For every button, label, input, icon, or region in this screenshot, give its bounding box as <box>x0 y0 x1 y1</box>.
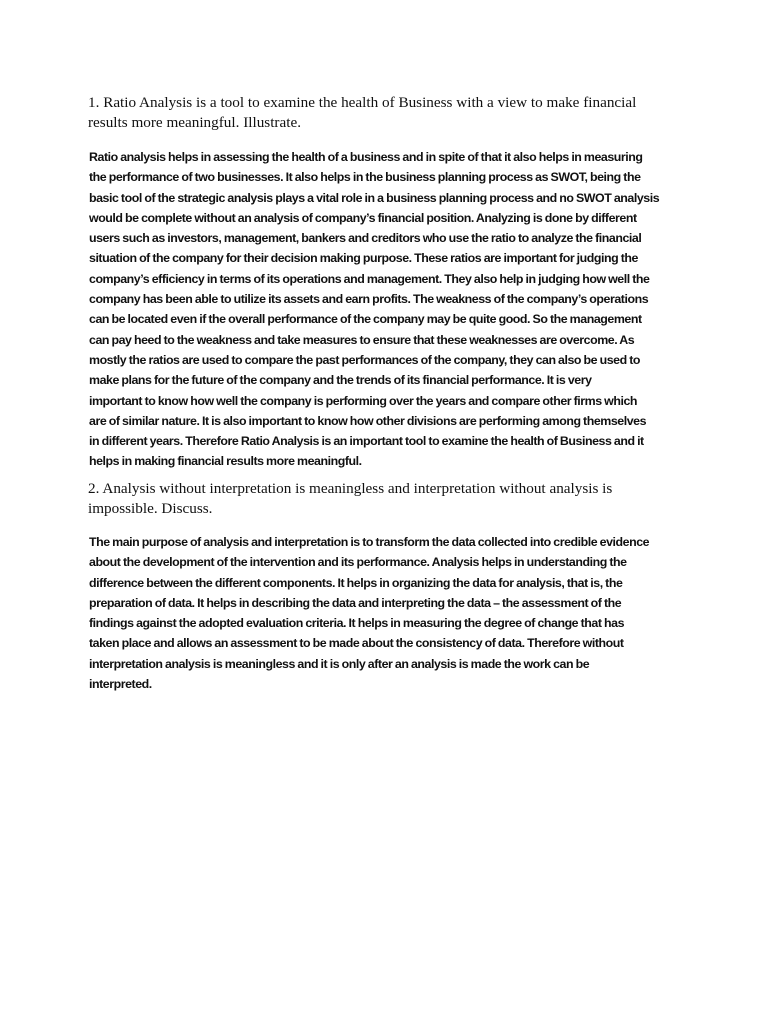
text-line: company has been able to utilize its assets and earn profits. The weakness of the company’s operations <box>89 292 649 307</box>
text-line: the performance of two businesses. It also helps in the business planning process as SWOT, being the <box>89 170 641 185</box>
text-line: interpretation analysis is meaningless and it is only after an analysis is made the work can be <box>89 656 590 671</box>
text-line: in different years. Therefore Ratio Analysis is an important tool to examine the health of Business and it <box>89 434 644 449</box>
text-line: can pay heed to the weakness and take measures to ensure that these weaknesses are overcome. As <box>89 332 635 347</box>
text-line: 1. Ratio Analysis is a tool to examine the health of Business with a view to make financial <box>88 94 637 111</box>
text-line: would be complete without an analysis of company’s financial position. Analyzing is done by different <box>89 210 637 225</box>
text-line: 2. Analysis without interpretation is meaningless and interpretation without analysis is <box>88 480 613 497</box>
text-line: impossible. Discuss. <box>88 500 213 517</box>
text-line: interpreted. <box>89 677 152 692</box>
text-line: can be located even if the overall performance of the company may be quite good. So the management <box>89 312 642 327</box>
answer-2-paragraph <box>89 532 649 694</box>
text-line: company’s efficiency in terms of its operations and management. They also help in judging how well the <box>89 271 650 286</box>
text-line: are of similar nature. It is also important to know how other divisions are performing among themselves <box>89 413 647 428</box>
text-line: basic tool of the strategic analysis plays a vital role in a business planning process and no SWOT analysis <box>89 190 660 205</box>
text-line: mostly the ratios are used to compare the past performances of the company, they can also be used to <box>89 352 641 367</box>
text-line: make plans for the future of the company and the trends of its financial performance. It is very <box>89 373 592 388</box>
text-line: taken place and allows an assessment to be made about the consistency of data. Therefore without <box>89 636 624 651</box>
text-line: The main purpose of analysis and interpretation is to transform the data collected into credible evidence <box>89 535 650 549</box>
text-line: Ratio analysis helps in assessing the health of a business and in spite of that it also helps in measuring <box>89 150 643 164</box>
text-line: important to know how well the company is performing over the years and compare other firms which <box>89 393 638 408</box>
answer-1-paragraph <box>89 147 659 472</box>
text-line: preparation of data. It helps in describing the data and interpreting the data – the assessment of the <box>89 595 622 610</box>
text-line: findings against the adopted evaluation criteria. It helps in measuring the degree of change that has <box>89 616 625 631</box>
question-1-heading <box>88 93 636 133</box>
text-line: about the development of the intervention and its performance. Analysis helps in understanding the <box>89 555 627 570</box>
question-2-heading <box>88 479 612 519</box>
text-line: difference between the different components. It helps in organizing the data for analysis, that is, the <box>89 575 623 590</box>
text-line: users such as investors, management, bankers and creditors who use the ratio to analyze the financial <box>89 231 642 246</box>
text-line: results more meaningful. Illustrate. <box>88 114 301 131</box>
text-line: situation of the company for their decision making purpose. These ratios are important for judging the <box>89 251 638 266</box>
text-line: helps in making financial results more meaningful. <box>89 454 362 469</box>
